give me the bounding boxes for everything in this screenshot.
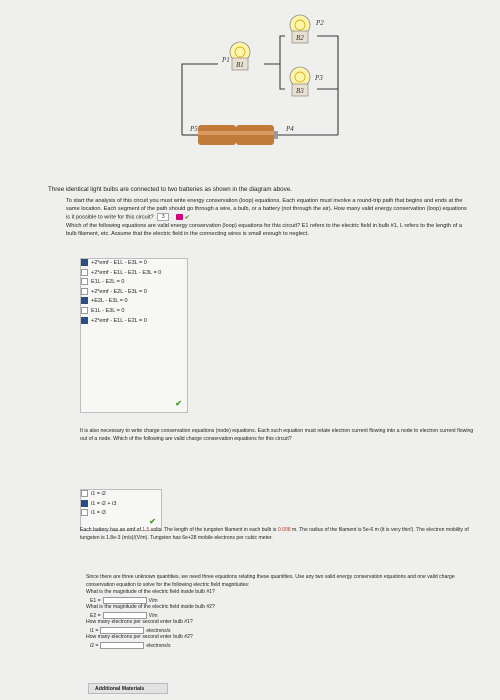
answer-row: [90, 642, 476, 650]
question-node-equations: [80, 428, 475, 443]
e1-input[interactable]: [103, 597, 147, 604]
question-loop-equations: [66, 197, 471, 239]
checkbox[interactable]: [81, 297, 88, 304]
check-icon: ✔: [175, 399, 182, 408]
circuit-diagram: [0, 0, 500, 185]
q1-prompt: To start the analysis of this circuit you must write energy conservation (loop) equations. Each equation must involve a round-trip path that begins and ends at the same location. Each segment of the path should go through a wire, a bulb, or a battery (not through the air). How many valid energy conservation (loop) equations is it possible to write for this circuit?: [66, 198, 467, 221]
checkbox[interactable]: [81, 307, 88, 314]
option-label: E1L - E2L = 0: [91, 279, 125, 286]
point-label-p3: P3: [315, 74, 323, 82]
checkbox[interactable]: [81, 259, 88, 266]
option-row[interactable]: [81, 500, 161, 510]
node-equation-options: [80, 489, 162, 531]
bulb-label-b1: B1: [236, 61, 244, 69]
option-label: +E2L - E3L = 0: [91, 298, 128, 305]
field-question: What is the magnitude of the electric field inside bulb #1?: [86, 589, 215, 595]
i1-input[interactable]: [100, 627, 144, 634]
unit-label: V/m: [148, 612, 158, 619]
point-label-p1: P1: [222, 56, 230, 64]
point-label-p5: P5: [190, 125, 198, 133]
additional-materials-button[interactable]: Additional Materials: [88, 683, 168, 694]
checkbox[interactable]: [81, 269, 88, 276]
q3-text: Each battery has an emf of: [80, 527, 143, 533]
option-row[interactable]: [81, 297, 187, 307]
option-label: i1 = i2 + i3: [91, 500, 117, 507]
checkbox[interactable]: [81, 278, 88, 285]
option-label: i1 = i2: [91, 491, 106, 497]
bulb-label-b3: B3: [296, 87, 304, 95]
correct-badge-icon: [176, 214, 183, 220]
length-value: 0.008: [277, 527, 291, 533]
check-icon: ✔: [184, 214, 190, 221]
checkbox[interactable]: [81, 500, 88, 507]
q4-prompt: Since there are three unknown quantities, we need three equations relating these quantities. Use any two valid energy conservation equations and one valid charge conservation equation to solve for the following electric field magnitudes:: [86, 574, 455, 588]
var-label: E2 =: [90, 612, 101, 619]
field-question: How many electrons per second enter bulb #2?: [86, 634, 193, 641]
field-question: How many electrons per second enter bulb #1?: [86, 619, 193, 626]
option-row[interactable]: [81, 490, 161, 500]
option-label: +2*emf - E1L - E2L = 0: [91, 317, 147, 324]
q3-text: m. The radius of the filament is 5e-6 m (it is very thin!). The electron mobility of tungsten is 1.8e-3 (m/s)/(V/m). Tungsten has 6e+28 mobile electrons per cubic meter.: [80, 527, 469, 541]
answer-row: [90, 627, 476, 635]
var-label: E1 =: [90, 597, 101, 604]
point-label-p4: P4: [286, 125, 294, 133]
checkbox[interactable]: [81, 490, 88, 497]
checkbox[interactable]: [81, 317, 88, 324]
q3-text: volts. The length of the tungsten filament in each bulb is: [149, 527, 278, 533]
option-label: +2*emf - E1L - E3L = 0: [91, 260, 147, 266]
i2-input[interactable]: [100, 642, 144, 649]
option-row[interactable]: [81, 307, 187, 317]
checkbox[interactable]: [81, 288, 88, 295]
option-label: +2*emf - E1L - E2L - E3L = 0: [91, 269, 162, 276]
unit-label: electrons/s: [146, 642, 171, 649]
var-label: i1 =: [90, 627, 99, 634]
option-row[interactable]: [81, 269, 187, 279]
var-label: i2 =: [90, 642, 99, 649]
option-row[interactable]: [81, 259, 187, 269]
unit-label: electrons/s: [146, 627, 171, 634]
option-label: +2*emf - E2L - E3L = 0: [91, 288, 147, 295]
unit-label: V/m: [148, 597, 158, 604]
q1-subprompt: Which of the following equations are valid energy conservation (loop) equations for this circuit? E1 refers to the electric field in bulb #1, L refers to the length of a bulb filament, etc. Assume that the electric field in the connecting wires is small enough to neglect.: [66, 223, 462, 238]
option-row[interactable]: [81, 278, 187, 288]
answer-row: [90, 597, 476, 605]
check-icon: ✔: [149, 517, 156, 526]
loop-count-input[interactable]: 3: [157, 213, 169, 221]
answer-row: [90, 612, 476, 620]
emf-value: 1.5: [142, 527, 150, 533]
point-label-p2: P2: [316, 19, 324, 27]
bulb-label-b2: B2: [296, 34, 304, 42]
field-question: What is the magnitude of the electric field inside bulb #2?: [86, 604, 215, 611]
loop-equation-options: [80, 258, 188, 413]
checkbox[interactable]: [81, 509, 88, 516]
option-row[interactable]: [81, 288, 187, 298]
option-row[interactable]: [81, 317, 187, 327]
intro-text: Three identical light bulbs are connected to two batteries as shown in the diagram above.: [48, 186, 292, 193]
option-label: E1L - E3L = 0: [91, 307, 125, 314]
question-parameters: [80, 527, 475, 542]
q2-prompt: It is also necessary to write charge conservation equations (node) equations. Each such equation must relate electron current flowing into a node to electron current flowing out of a node. Which of the following are valid charge conservation equations for this circuit?: [80, 428, 474, 442]
option-label: i1 = i3: [91, 510, 106, 517]
battery-pair: [198, 125, 278, 145]
e2-input[interactable]: [103, 612, 147, 619]
question-solve-fields: [86, 574, 476, 649]
